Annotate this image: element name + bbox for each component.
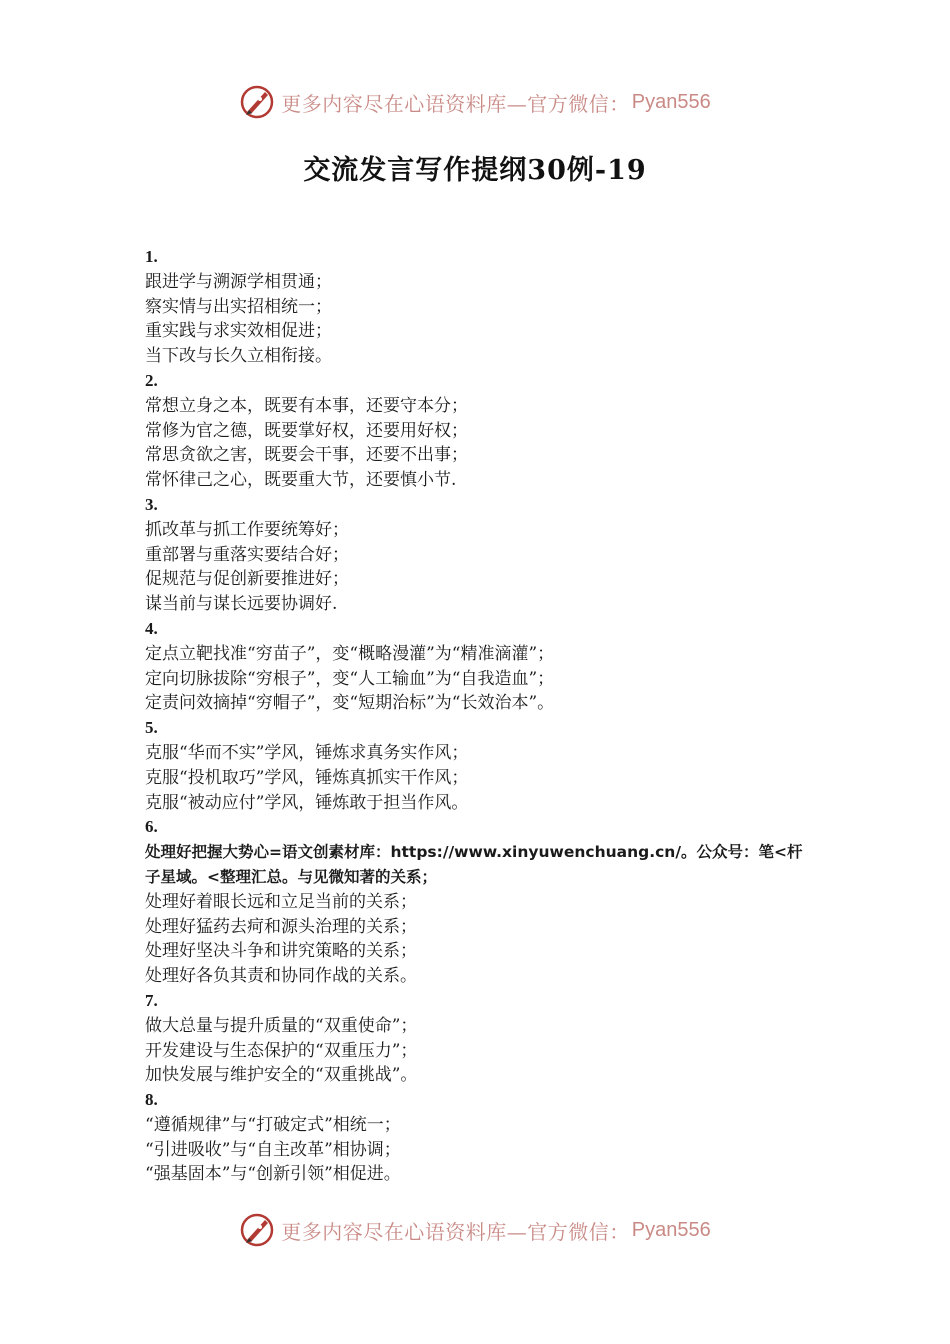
banner-text: 更多内容尽在心语资料库—官方微信： <box>281 1219 630 1244</box>
list-item-watermark-text: 处理好把握大势心=语文创素材库：https://www.xinyuwenchuang.cn/。公众号：笔<杆子星域。<整理汇总。与见微知著的关系； <box>145 843 803 886</box>
list-item: 重实践与求实效相促进； <box>145 321 332 342</box>
banner-wechat-id: Pyan556 <box>631 1218 711 1241</box>
section-8 <box>145 1088 825 1187</box>
list-item: 常怀律己之心，既要重大节，还要慎小节. <box>145 470 457 491</box>
footer-watermark-banner <box>0 1208 950 1252</box>
banner-text: 更多内容尽在心语资料库—官方微信： <box>281 91 630 116</box>
list-item: 处理好各负其责和协同作战的关系。 <box>145 966 417 987</box>
section-number: 1. <box>145 247 158 266</box>
section-1 <box>145 245 825 369</box>
list-item: 开发建设与生态保护的“双重压力”； <box>145 1040 418 1061</box>
section-5 <box>145 716 825 815</box>
list-item: 常想立身之本，既要有本事，还要守本分； <box>145 395 468 416</box>
list-item: 当下改与长久立相衔接。 <box>145 346 332 367</box>
section-number: 2. <box>145 370 158 390</box>
section-number: 7. <box>145 990 158 1010</box>
section-3 <box>145 493 825 617</box>
list-item: 定责问效摘掉“穷帽子”，变“短期治标”为“长效治本”。 <box>145 693 555 714</box>
section-number: 5. <box>145 718 158 738</box>
list-item: 抓改革与抓工作要统筹好； <box>145 519 349 540</box>
list-item: 处理好着眼长远和立足当前的关系； <box>145 891 417 912</box>
banner-wechat-id: Pyan556 <box>631 90 711 113</box>
list-item: 定向切脉拔除“穷根子”，变“人工输血”为“自我造血”； <box>145 668 555 689</box>
section-number: 8. <box>145 1090 158 1110</box>
document-body <box>145 245 825 1187</box>
section-number: 4. <box>145 618 158 638</box>
list-item: 克服“投机取巧”学风，锤炼真抓实干作风； <box>145 767 469 788</box>
list-item: 定点立靶找准“穷苗子”，变“概略漫灌”为“精准滴灌”； <box>145 643 555 664</box>
list-item: 促规范与促创新要推进好； <box>145 569 349 590</box>
list-item: 跟进学与溯源学相贯通； <box>145 271 332 292</box>
list-item: 克服“被动应付”学风，锤炼敢于担当作风。 <box>145 792 469 813</box>
list-item: 加快发展与维护安全的“双重挑战”。 <box>145 1065 418 1086</box>
list-item: 做大总量与提升质量的“双重使命”； <box>145 1015 418 1036</box>
list-item: 常思贪欲之害，既要会干事，还要不出事； <box>145 445 468 466</box>
section-number: 3. <box>145 494 158 514</box>
list-item: 谋当前与谋长远要协调好. <box>145 594 338 615</box>
quill-logo-icon <box>239 1212 275 1248</box>
section-6 <box>145 815 825 989</box>
list-item: 重部署与重落实要结合好； <box>145 544 349 565</box>
quill-logo-icon <box>239 84 275 120</box>
list-item: “强基固本”与“创新引领”相促进。 <box>145 1164 401 1185</box>
section-2 <box>145 369 825 493</box>
list-item: “遵循规律”与“打破定式”相统一； <box>145 1114 401 1135</box>
header-watermark-banner <box>0 80 950 124</box>
list-item: 处理好猛药去疴和源头治理的关系； <box>145 916 417 937</box>
list-item: 处理好坚决斗争和讲究策略的关系； <box>145 941 417 962</box>
list-item: 察实情与出实招相统一； <box>145 296 332 317</box>
list-item: 常修为官之德，既要掌好权，还要用好权； <box>145 420 468 441</box>
page-title: 交流发言写作提纲30例-19 <box>303 155 647 186</box>
section-number: 6. <box>145 817 158 837</box>
section-4 <box>145 617 825 716</box>
list-item: 克服“华而不实”学风，锤炼求真务实作风； <box>145 742 469 763</box>
list-item: “引进吸收”与“自主改革”相协调； <box>145 1139 401 1160</box>
section-7 <box>145 989 825 1088</box>
